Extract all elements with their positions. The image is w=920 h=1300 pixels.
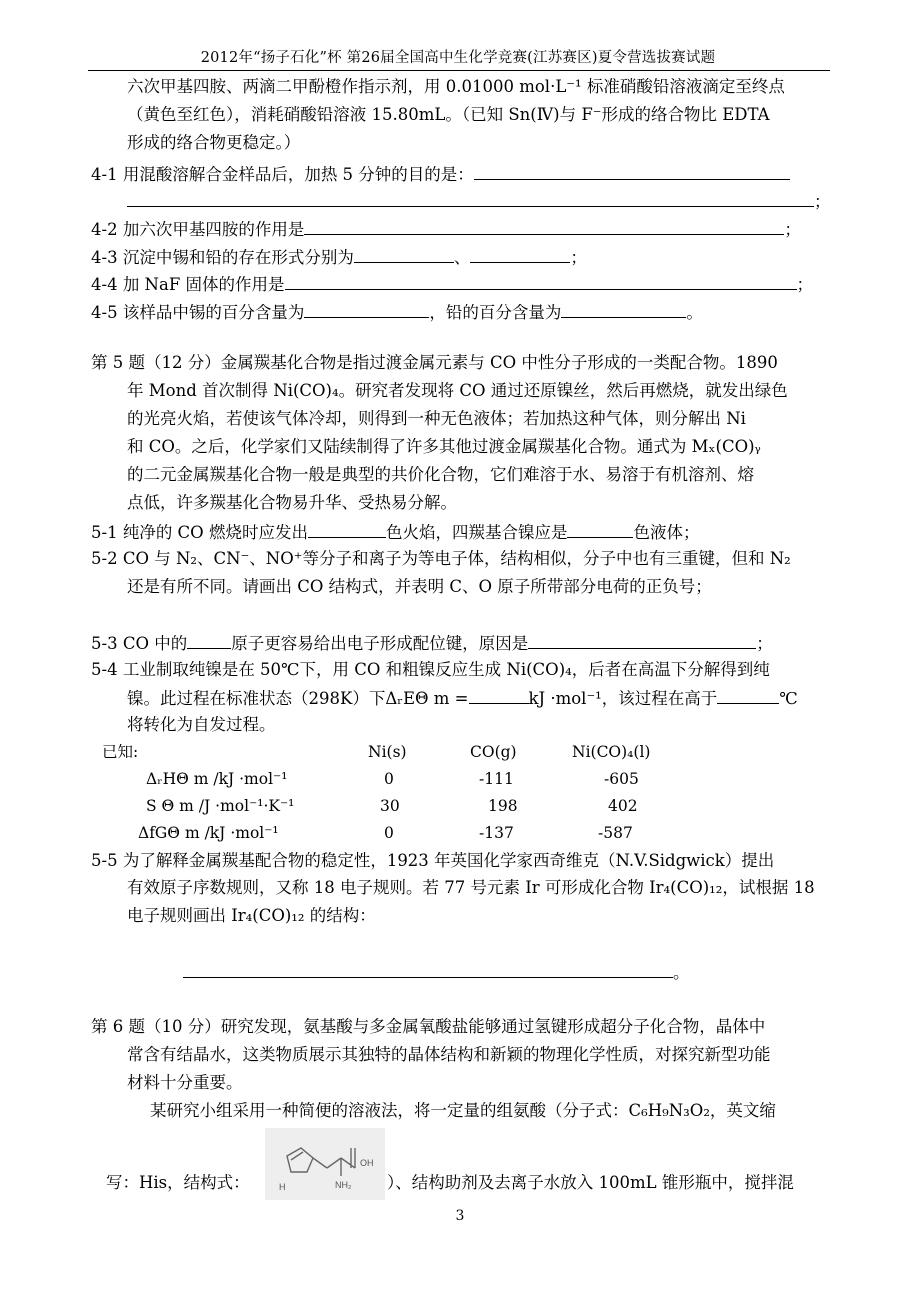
table-cell: 0 [384,770,394,788]
q5-2-line-2: 还是有所不同。请画出 CO 结构式，并表明 C、O 原子所带部分电荷的正负号； [127,577,712,596]
q6-paragraph-3-end: ）、结构助剂及去离子水放入 100mL 锥形瓶中，搅拌混 [387,1173,794,1192]
q4-5-blank-lead[interactable] [561,300,686,318]
q4-3-separator: 、 [453,248,471,267]
q5-3-text-b: 原子更容易给出电子形成配位键，原因是 [231,634,529,653]
q5-4-line-2 [127,686,798,710]
q4-1-blank-b[interactable] [127,189,814,207]
q6-intro-line-2: 常含有结晶水，这类物质展示其独特的晶体结构和新颖的物理化学性质，对探究新型功能 [127,1045,771,1064]
imidazole-ring [287,1148,313,1172]
q5-4-text-a: 镍。此过程在标准状态（298K）下ΔᵣEΘ m = [127,689,469,708]
table-cell: -605 [604,770,639,788]
q4-3-question [91,245,587,269]
q4-3-blank-lead[interactable] [470,245,570,263]
q4-5-period: 。 [686,303,703,322]
q4-1-continuation [127,189,831,213]
alpha-carbon-bond [327,1158,341,1168]
page-number: 3 [455,1208,465,1224]
table-row-entropy-name: S Θ m /J ·mol⁻¹·K⁻¹ [146,797,295,815]
table-row-enthalpy-name: ΔᵣHΘ m /kJ ·mol⁻¹ [146,770,288,788]
q4-3-blank-tin[interactable] [354,245,454,263]
q5-5-line-3: 电子规则画出 Ir₄(CO)₁₂ 的结构： [127,906,376,925]
table-col-ni: Ni(s) [368,743,407,761]
q6-paragraph-2: 某研究小组采用一种简便的溶液法，将一定量的组氨酸（分子式：C₆H₉N₃O₂，英文缩 [150,1101,776,1120]
q5-4-blank-energy[interactable] [469,686,529,704]
q4-4-text: 4-4 加 NaF 固体的作用是 [91,275,285,294]
q4-4-question [91,272,813,296]
page-header: 2012年“扬子石化”杯 第26届全国高中生化学竞赛(江苏赛区)夏令营选拔赛试题 [200,50,716,66]
q5-2-line-1: 5-2 CO 与 N₂、CN⁻、NO⁺等分子和离子为等电子体，结构相似，分子中也有三重键，但和 N₂ [91,549,791,568]
q5-intro-line-6: 点低，许多羰基化合物易升华、受热易分解。 [127,493,457,512]
table-cell: 402 [608,797,638,815]
q4-1-text: 4-1 用混酸溶解合金样品后，加热 5 分钟的目的是： [91,165,474,184]
q4-2-blank[interactable] [304,217,784,235]
q5-1-blank-co[interactable] [308,520,386,538]
q5-4-line-3: 将转化为自发过程。 [127,715,276,734]
table-cell: 30 [380,797,400,815]
table-cell: -137 [479,824,514,842]
q5-3-semicolon: ； [756,634,773,653]
q5-3-blank-atom[interactable] [187,631,231,649]
q5-intro-line-2: 年 Mond 首次制得 Ni(CO)₄。研究者发现将 CO 通过还原镍丝，然后再燃烧，就发出绿色 [127,381,788,400]
q6-intro-line-3: 材料十分重要。 [127,1073,243,1092]
q4-intro-line-1: 六次甲基四胺、两滴二甲酚橙作指示剂，用 0.01000 mol·L⁻¹ 标准硝酸铅溶液滴定至终点 [127,77,785,96]
q5-1-text-c: 色液体； [633,523,700,542]
histidine-structure-svg [265,1128,385,1200]
q4-3-semicolon: ； [570,248,587,267]
histidine-structure-image [265,1128,385,1200]
q4-5-blank-tin[interactable] [304,300,429,318]
hydroxyl-label: OH [360,1158,374,1168]
q4-1-semicolon: ； [814,192,831,211]
q4-2-question [91,217,801,241]
nh-label: H [279,1182,286,1192]
q4-2-text: 4-2 加六次甲基四胺的作用是 [91,220,305,239]
q5-4-text-b: kJ ·mol⁻¹，该过程在高于 [528,689,718,708]
q5-1-blank-ni[interactable] [567,520,633,538]
q4-5-text-a: 4-5 该样品中锡的百分含量为 [91,303,305,322]
q5-intro-line-5: 的二元金属羰基化合物一般是典型的共价化合物，它们难溶于水、易溶于有机溶剂、熔 [127,465,754,484]
q5-1-text-b: 色火焰，四羰基合镍应是 [385,523,568,542]
q5-5-period: 。 [673,963,690,982]
q5-intro-line-3: 的光亮火焰，若使该气体冷却，则得到一种无色液体；若加热这种气体，则分解出 Ni [127,409,746,428]
q5-5-line-1: 5-5 为了解释金属羰基配合物的稳定性，1923 年英国化学家西奇维克（N.V.Sidgwick）提出 [91,851,775,870]
header-rule [88,70,830,71]
table-label: 已知: [102,743,139,761]
q5-4-line-1: 5-4 工业制取纯镍是在 50℃下，用 CO 和粗镍反应生成 Ni(CO)₄，后者在高温下分解得到纯 [91,660,770,679]
table-col-nico4: Ni(CO)₄(l) [572,743,651,761]
ch2-bond [313,1158,327,1168]
q5-3-blank-reason[interactable] [528,631,756,649]
table-col-co: CO(g) [470,743,517,761]
table-cell: 0 [384,824,394,842]
table-cell: -111 [479,770,514,788]
q4-1-blank-a[interactable] [474,162,790,180]
q5-intro-line-4: 和 CO。之后，化学家们又陆续制得了许多其他过渡金属羰基化合物。通式为 Mₓ(CO)ᵧ [127,437,761,456]
q4-5-question [91,300,703,324]
table-row-gibbs-name: ΔfGΘ m /kJ ·mol⁻¹ [138,824,279,842]
q4-intro-line-2: （黄色至红色），消耗硝酸铅溶液 15.80mL。（已知 Sn(Ⅳ)与 F⁻形成的络合物比 EDTA [127,105,770,124]
q5-5-answer-line [183,960,690,984]
q4-1-question [91,162,790,186]
q4-3-text: 4-3 沉淀中锡和铅的存在形式分别为 [91,248,354,267]
q4-4-semicolon: ； [796,275,814,294]
q5-5-line-2: 有效原子序数规则，又称 18 电子规则。若 77 号元素 Ir 可形成化合物 Ir₄(CO)₁₂，试根据 18 [127,878,815,897]
q5-1-question [91,520,699,544]
amino-label: NH₂ [335,1180,352,1190]
q5-3-text-a: 5-3 CO 中的 [91,634,188,653]
table-cell: 198 [488,797,518,815]
q5-intro-line-1: 第 5 题（12 分）金属羰基化合物是指过渡金属元素与 CO 中性分子形成的一类配合物。1890 [91,353,778,372]
q5-3-question [91,631,773,655]
q4-intro-line-3: 形成的络合物更稳定。） [127,133,301,152]
carboxyl-bond [341,1158,355,1168]
q5-4-text-c: ℃ [779,689,798,708]
q5-4-blank-temperature[interactable] [717,686,779,704]
q5-5-blank[interactable] [183,960,673,978]
q4-4-blank[interactable] [285,272,797,290]
q4-2-semicolon: ； [784,220,801,239]
q5-1-text-a: 5-1 纯净的 CO 燃烧时应发出 [91,523,308,542]
table-cell: -587 [598,824,633,842]
q6-intro-line-1: 第 6 题（10 分）研究发现，氨基酸与多金属氧酸盐能够通过氢键形成超分子化合物，晶体中 [91,1017,766,1036]
q4-5-text-b: ，铅的百分含量为 [429,303,562,322]
q6-paragraph-3-start: 写：His，结构式： [106,1173,250,1192]
